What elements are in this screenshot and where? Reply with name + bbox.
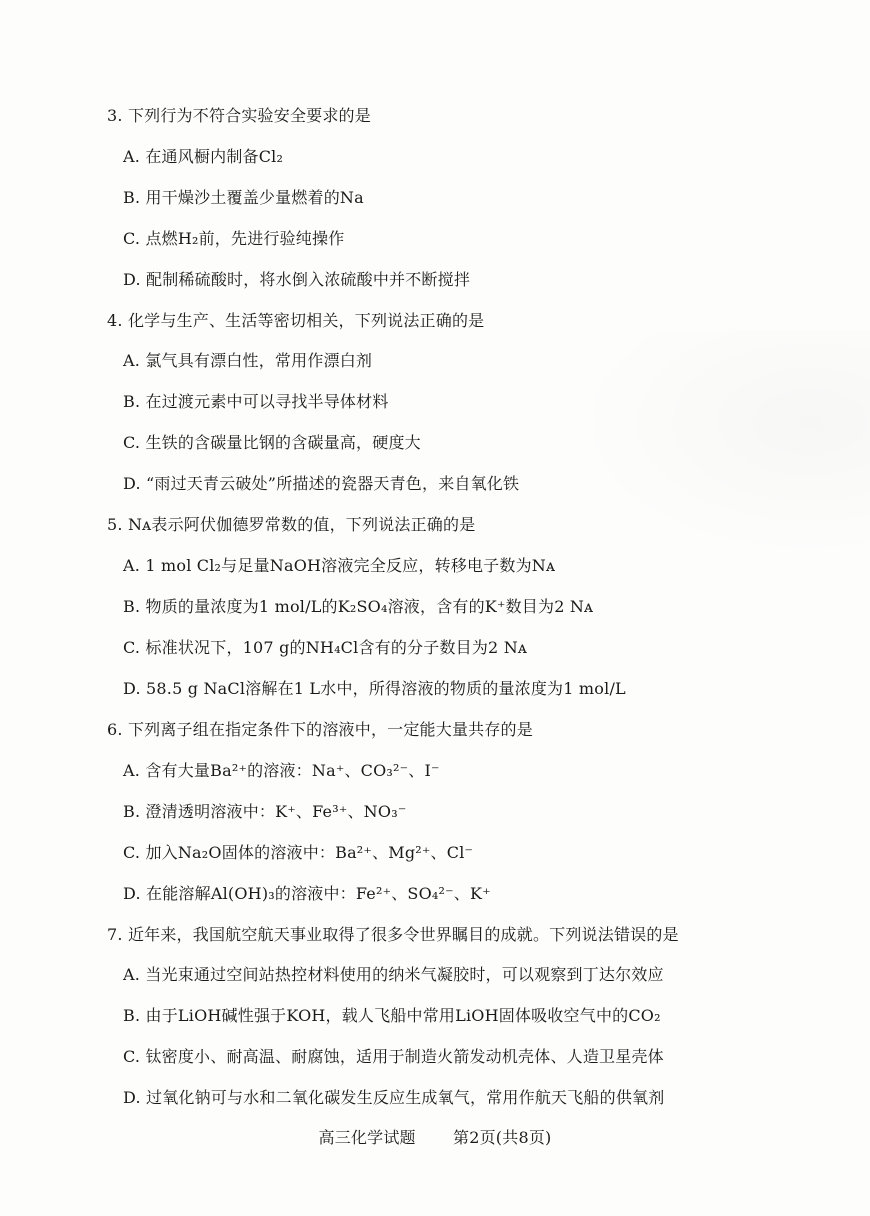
question-3-option-d: D. 配制稀硫酸时，将水倒入浓硫酸中并不断搅拌: [123, 270, 471, 289]
scan-smudge: [570, 330, 870, 560]
question-4-option-c: C. 生铁的含碳量比钢的含碳量高，硬度大: [123, 433, 421, 452]
footer-page-number: 第2页(共8页): [453, 1128, 552, 1147]
question-7-option-d: D. 过氧化钠可与水和二氧化碳发生反应生成氧气，常用作航天飞船的供氧剂: [123, 1088, 665, 1107]
question-7-option-a: A. 当光束通过空间站热控材料使用的纳米气凝胶时，可以观察到丁达尔效应: [123, 965, 664, 984]
question-5-option-b: B. 物质的量浓度为1 mol/L的K₂SO₄溶液，含有的K⁺数目为2 Nᴀ: [123, 597, 594, 616]
question-7-option-b: B. 由于LiOH碱性强于KOH，载人飞船中常用LiOH固体吸收空气中的CO₂: [123, 1006, 661, 1025]
footer-subject: 高三化学试题: [318, 1128, 416, 1147]
question-3-option-c: C. 点燃H₂前，先进行验纯操作: [123, 229, 345, 248]
question-3-stem: 3. 下列行为不符合实验安全要求的是: [107, 106, 371, 125]
question-7-stem: 7. 近年来，我国航空航天事业取得了很多令世界瞩目的成就。下列说法错误的是: [107, 925, 679, 944]
question-5-option-a: A. 1 mol Cl₂与足量NaOH溶液完全反应，转移电子数为Nᴀ: [123, 556, 556, 575]
question-5-option-d: D. 58.5 g NaCl溶解在1 L水中，所得溶液的物质的量浓度为1 mol/L: [123, 679, 626, 698]
question-7-option-c: C. 钛密度小、耐高温、耐腐蚀，适用于制造火箭发动机壳体、人造卫星壳体: [123, 1047, 664, 1066]
question-5-option-c: C. 标准状况下，107 g的NH₄Cl含有的分子数目为2 Nᴀ: [123, 638, 528, 657]
question-6-stem: 6. 下列离子组在指定条件下的溶液中，一定能大量共存的是: [107, 720, 533, 739]
question-4-option-a: A. 氯气具有漂白性，常用作漂白剂: [123, 351, 373, 370]
question-4-option-b: B. 在过渡元素中可以寻找半导体材料: [123, 392, 389, 411]
question-4-stem: 4. 化学与生产、生活等密切相关，下列说法正确的是: [107, 311, 485, 330]
question-6-option-c: C. 加入Na₂O固体的溶液中：Ba²⁺、Mg²⁺、Cl⁻: [123, 843, 474, 862]
question-4-option-d: D. “雨过天青云破处”所描述的瓷器天青色，来自氧化铁: [123, 474, 520, 493]
question-5-stem: 5. Nᴀ表示阿伏伽德罗常数的值，下列说法正确的是: [107, 515, 476, 534]
page-footer: [0, 1127, 870, 1149]
question-6-option-b: B. 澄清透明溶液中：K⁺、Fe³⁺、NO₃⁻: [123, 802, 407, 821]
question-6-option-d: D. 在能溶解Al(OH)₃的溶液中：Fe²⁺、SO₄²⁻、K⁺: [123, 884, 491, 903]
question-3-option-b: B. 用干燥沙土覆盖少量燃着的Na: [123, 188, 364, 207]
question-6-option-a: A. 含有大量Ba²⁺的溶液：Na⁺、CO₃²⁻、I⁻: [123, 761, 440, 780]
question-3-option-a: A. 在通风橱内制备Cl₂: [123, 147, 284, 166]
